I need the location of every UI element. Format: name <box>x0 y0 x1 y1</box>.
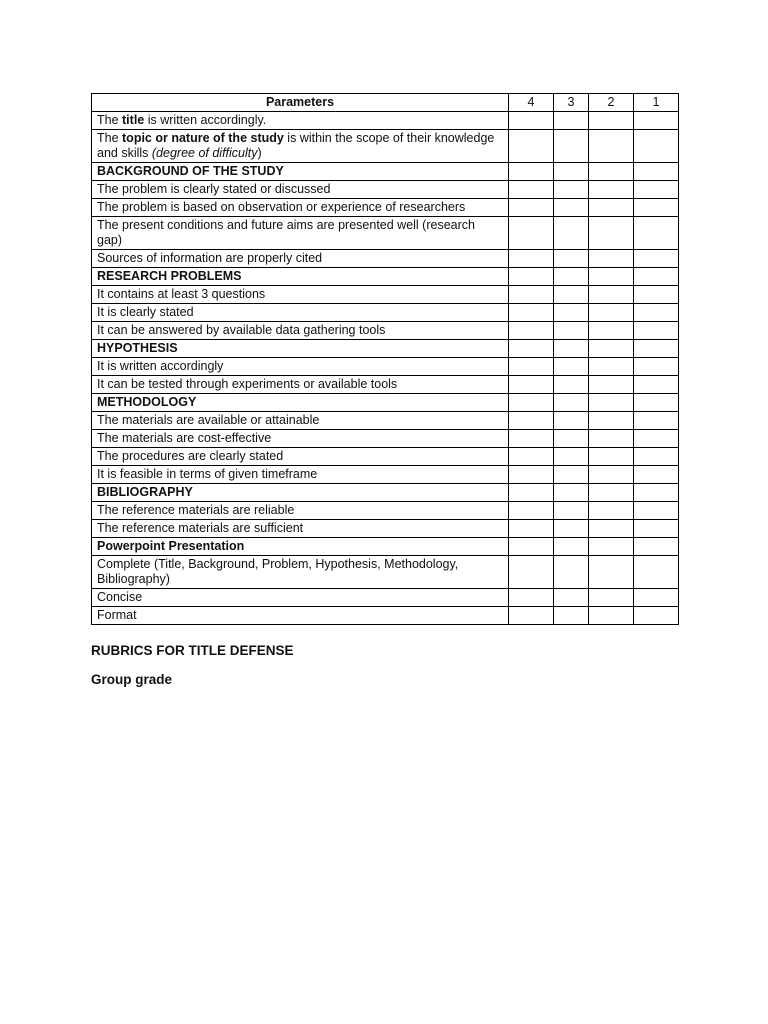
table-row <box>92 181 679 199</box>
table-row <box>92 607 679 625</box>
score-cell-2 <box>589 268 634 286</box>
rubric-body <box>92 112 679 625</box>
parameter-text: Sources of information are properly cited <box>97 251 323 265</box>
score-cell-2 <box>589 607 634 625</box>
score-cell-2 <box>589 199 634 217</box>
score-cell-1 <box>634 358 679 376</box>
parameter-text: is within the scope of their knowledge and skills <box>97 131 495 160</box>
parameter-text: It is written accordingly <box>97 359 224 373</box>
parameter-text: (degree of difficulty <box>151 146 258 160</box>
table-header-row <box>92 94 679 112</box>
parameter-text: It is feasible in terms of given timeframe <box>97 467 318 481</box>
score-cell-1 <box>634 484 679 502</box>
score-cell-4 <box>509 430 554 448</box>
score-cell-2 <box>589 163 634 181</box>
parameter-text: Format <box>97 608 137 622</box>
score-cell-3 <box>554 520 589 538</box>
score-cell-2 <box>589 304 634 322</box>
score-cell-4 <box>509 358 554 376</box>
score-cell-2 <box>589 112 634 130</box>
table-row <box>92 217 679 250</box>
score-cell-4 <box>509 412 554 430</box>
parameter-text: It contains at least 3 questions <box>97 287 266 301</box>
score-cell-1 <box>634 589 679 607</box>
parameter-text: The materials are cost-effective <box>97 431 272 445</box>
parameter-cell <box>92 556 509 589</box>
table-row <box>92 466 679 484</box>
score-cell-2 <box>589 217 634 250</box>
parameters-header: Parameters <box>92 94 509 112</box>
section-heading <box>92 340 509 358</box>
score-cell-4 <box>509 304 554 322</box>
score-cell-4 <box>509 607 554 625</box>
score-cell-1 <box>634 340 679 358</box>
parameter-text: The problem is based on observation or experience of researchers <box>97 200 466 214</box>
page-title: RUBRICS FOR TITLE DEFENSE <box>91 643 294 658</box>
table-row <box>92 376 679 394</box>
score-cell-4 <box>509 286 554 304</box>
score-cell-3 <box>554 340 589 358</box>
score-cell-3 <box>554 217 589 250</box>
score-cell-1 <box>634 130 679 163</box>
score-cell-3 <box>554 130 589 163</box>
parameter-text: It is clearly stated <box>97 305 194 319</box>
parameter-text: BIBLIOGRAPHY <box>97 485 193 499</box>
score-cell-1 <box>634 304 679 322</box>
parameter-cell <box>92 217 509 250</box>
score-header-3: 3 <box>554 94 589 112</box>
score-cell-1 <box>634 502 679 520</box>
section-heading <box>92 394 509 412</box>
section-row <box>92 538 679 556</box>
score-cell-3 <box>554 358 589 376</box>
score-cell-3 <box>554 322 589 340</box>
score-cell-1 <box>634 322 679 340</box>
score-cell-1 <box>634 607 679 625</box>
score-cell-4 <box>509 130 554 163</box>
parameter-cell <box>92 199 509 217</box>
score-cell-4 <box>509 538 554 556</box>
parameter-cell <box>92 502 509 520</box>
score-cell-2 <box>589 412 634 430</box>
parameter-text: ) <box>257 146 262 160</box>
parameter-text: Powerpoint Presentation <box>97 539 245 553</box>
score-cell-3 <box>554 268 589 286</box>
score-cell-1 <box>634 376 679 394</box>
score-cell-1 <box>634 448 679 466</box>
section-row <box>92 484 679 502</box>
score-cell-2 <box>589 130 634 163</box>
table-row <box>92 502 679 520</box>
score-cell-1 <box>634 286 679 304</box>
parameter-text: METHODOLOGY <box>97 395 197 409</box>
score-cell-3 <box>554 538 589 556</box>
score-cell-1 <box>634 394 679 412</box>
parameter-cell <box>92 589 509 607</box>
parameter-text: The reference materials are sufficient <box>97 521 304 535</box>
score-cell-3 <box>554 466 589 484</box>
score-cell-2 <box>589 340 634 358</box>
score-cell-4 <box>509 268 554 286</box>
score-cell-4 <box>509 217 554 250</box>
score-cell-3 <box>554 448 589 466</box>
score-cell-4 <box>509 376 554 394</box>
parameter-text: is written accordingly. <box>144 113 267 127</box>
score-cell-2 <box>589 286 634 304</box>
score-cell-2 <box>589 502 634 520</box>
parameter-cell <box>92 286 509 304</box>
parameter-cell <box>92 376 509 394</box>
parameter-cell <box>92 448 509 466</box>
score-cell-2 <box>589 448 634 466</box>
group-grade-label: Group grade <box>91 672 173 687</box>
parameter-text: HYPOTHESIS <box>97 341 178 355</box>
table-row <box>92 112 679 130</box>
section-row <box>92 394 679 412</box>
parameter-cell <box>92 181 509 199</box>
score-cell-4 <box>509 448 554 466</box>
score-cell-3 <box>554 304 589 322</box>
score-cell-2 <box>589 322 634 340</box>
score-header-1: 1 <box>634 94 679 112</box>
parameter-cell <box>92 607 509 625</box>
score-cell-3 <box>554 286 589 304</box>
parameter-text: The present conditions and future aims are presented well (research gap) <box>97 218 475 247</box>
parameter-cell <box>92 304 509 322</box>
score-cell-4 <box>509 520 554 538</box>
score-cell-2 <box>589 376 634 394</box>
rubric-table <box>91 93 679 625</box>
table-row <box>92 286 679 304</box>
score-cell-1 <box>634 163 679 181</box>
section-heading <box>92 538 509 556</box>
score-cell-2 <box>589 538 634 556</box>
score-cell-4 <box>509 340 554 358</box>
score-cell-4 <box>509 163 554 181</box>
score-cell-2 <box>589 250 634 268</box>
score-cell-2 <box>589 520 634 538</box>
parameter-cell <box>92 520 509 538</box>
score-cell-1 <box>634 520 679 538</box>
score-cell-2 <box>589 556 634 589</box>
section-row <box>92 340 679 358</box>
score-header-2: 2 <box>589 94 634 112</box>
score-cell-4 <box>509 181 554 199</box>
parameter-text: The reference materials are reliable <box>97 503 295 517</box>
score-cell-3 <box>554 376 589 394</box>
table-row <box>92 130 679 163</box>
score-cell-2 <box>589 589 634 607</box>
score-cell-1 <box>634 556 679 589</box>
parameter-text: The <box>97 131 123 145</box>
table-row <box>92 304 679 322</box>
score-cell-2 <box>589 484 634 502</box>
score-cell-3 <box>554 163 589 181</box>
score-cell-3 <box>554 250 589 268</box>
score-cell-3 <box>554 112 589 130</box>
score-cell-1 <box>634 538 679 556</box>
parameter-text: The procedures are clearly stated <box>97 449 284 463</box>
score-cell-1 <box>634 112 679 130</box>
table-row <box>92 199 679 217</box>
score-cell-4 <box>509 589 554 607</box>
score-cell-1 <box>634 430 679 448</box>
parameter-text: The problem is clearly stated or discussed <box>97 182 331 196</box>
score-cell-3 <box>554 412 589 430</box>
score-cell-2 <box>589 358 634 376</box>
score-cell-2 <box>589 466 634 484</box>
score-cell-3 <box>554 181 589 199</box>
score-cell-4 <box>509 556 554 589</box>
score-header-4: 4 <box>509 94 554 112</box>
table-row <box>92 250 679 268</box>
parameter-cell <box>92 358 509 376</box>
score-cell-1 <box>634 199 679 217</box>
table-row <box>92 322 679 340</box>
parameter-cell <box>92 130 509 163</box>
score-cell-2 <box>589 430 634 448</box>
score-cell-4 <box>509 394 554 412</box>
table-row <box>92 430 679 448</box>
table-row <box>92 556 679 589</box>
parameter-text: It can be tested through experiments or available tools <box>97 377 398 391</box>
parameter-text: title <box>122 113 145 127</box>
score-cell-4 <box>509 199 554 217</box>
score-cell-4 <box>509 250 554 268</box>
parameter-text: Concise <box>97 590 143 604</box>
score-cell-4 <box>509 502 554 520</box>
parameter-text: BACKGROUND OF THE STUDY <box>97 164 284 178</box>
section-row <box>92 163 679 181</box>
score-cell-3 <box>554 589 589 607</box>
score-cell-1 <box>634 412 679 430</box>
score-cell-4 <box>509 466 554 484</box>
parameter-text: RESEARCH PROBLEMS <box>97 269 242 283</box>
score-cell-4 <box>509 484 554 502</box>
parameter-text: The <box>97 113 123 127</box>
parameter-cell <box>92 412 509 430</box>
section-row <box>92 268 679 286</box>
section-heading <box>92 163 509 181</box>
parameter-text: topic or nature of the study <box>122 131 284 145</box>
table-row <box>92 412 679 430</box>
parameter-cell <box>92 112 509 130</box>
parameter-text: The materials are available or attainable <box>97 413 320 427</box>
parameter-cell <box>92 430 509 448</box>
score-cell-1 <box>634 181 679 199</box>
score-cell-1 <box>634 217 679 250</box>
score-cell-1 <box>634 250 679 268</box>
score-cell-3 <box>554 556 589 589</box>
score-cell-3 <box>554 484 589 502</box>
score-cell-3 <box>554 607 589 625</box>
score-cell-1 <box>634 268 679 286</box>
score-cell-1 <box>634 466 679 484</box>
parameter-text: It can be answered by available data gathering tools <box>97 323 386 337</box>
score-cell-3 <box>554 394 589 412</box>
score-cell-2 <box>589 394 634 412</box>
table-row <box>92 448 679 466</box>
section-heading <box>92 268 509 286</box>
section-heading <box>92 484 509 502</box>
score-cell-3 <box>554 502 589 520</box>
parameter-cell <box>92 250 509 268</box>
parameter-cell <box>92 466 509 484</box>
score-cell-3 <box>554 199 589 217</box>
table-row <box>92 358 679 376</box>
parameter-text: Complete (Title, Background, Problem, Hypothesis, Methodology, Bibliography) <box>97 557 459 586</box>
score-cell-4 <box>509 112 554 130</box>
score-cell-3 <box>554 430 589 448</box>
score-cell-4 <box>509 322 554 340</box>
table-row <box>92 589 679 607</box>
table-row <box>92 520 679 538</box>
score-cell-2 <box>589 181 634 199</box>
parameter-cell <box>92 322 509 340</box>
